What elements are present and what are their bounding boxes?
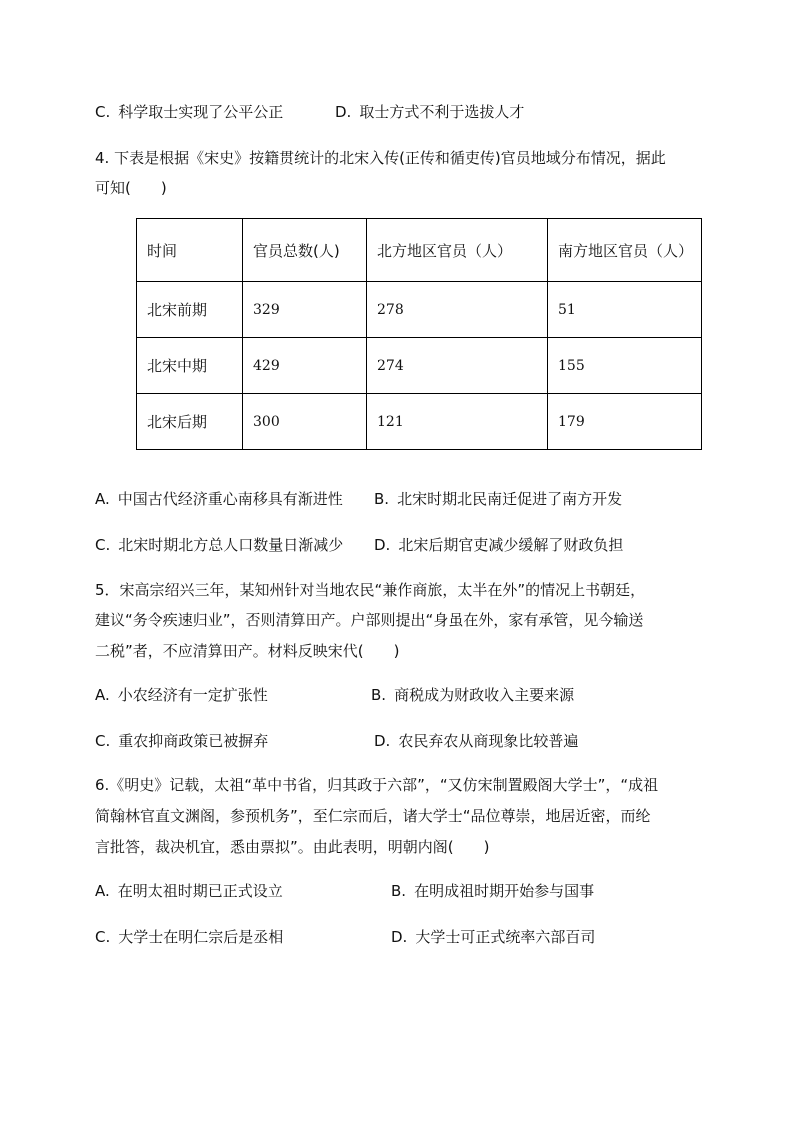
option-letter: D. bbox=[374, 732, 391, 750]
option-letter: A. bbox=[95, 686, 110, 704]
option-letter: A. bbox=[95, 882, 110, 900]
table-cell-total: 329 bbox=[243, 282, 367, 338]
table-cell-north: 278 bbox=[367, 282, 548, 338]
option-letter: C. bbox=[95, 732, 111, 750]
option-text: 北宋后期官吏减少缓解了财政负担 bbox=[398, 536, 624, 554]
q5-option-c bbox=[95, 730, 268, 751]
table-header-row bbox=[137, 219, 702, 282]
option-text: 北宋时期北民南迁促进了南方开发 bbox=[397, 490, 623, 508]
option-text: 中国古代经济重心南移具有渐进性 bbox=[117, 490, 343, 508]
option-letter: B. bbox=[391, 882, 407, 900]
table-row bbox=[137, 282, 702, 338]
table-row bbox=[137, 338, 702, 394]
table-row bbox=[137, 394, 702, 450]
q6-option-b bbox=[391, 880, 594, 901]
q6-stem-line-1: 6.《明史》记载，太祖“革中书省，归其政于六部”，“又仿宋制置殿阁大学士”，“成祖 bbox=[95, 776, 659, 794]
q5-stem-line-1: 5．宋高宗绍兴三年，某知州针对当地农民“兼作商旅，太半在外”的情况上书朝廷， bbox=[95, 581, 646, 599]
option-letter: D. bbox=[335, 103, 352, 121]
q6-option-c bbox=[95, 926, 283, 947]
q4-option-a bbox=[95, 488, 343, 509]
q5-option-a bbox=[95, 684, 268, 705]
option-letter: A. bbox=[95, 490, 110, 508]
option-text: 重农抑商政策已被摒弃 bbox=[118, 732, 269, 750]
option-text: 取士方式不利于选拔人才 bbox=[359, 103, 525, 121]
q3-option-d bbox=[335, 101, 524, 122]
option-letter: B. bbox=[374, 490, 390, 508]
q6-stem-line-3: 言批答，裁决机宜，悉由票拟”。由此表明，明朝内阁( ) bbox=[95, 838, 490, 856]
table-cell-south: 179 bbox=[548, 394, 702, 450]
option-text: 北宋时期北方总人口数量日渐减少 bbox=[118, 536, 344, 554]
q5-option-d bbox=[374, 730, 578, 751]
option-letter: C. bbox=[95, 928, 111, 946]
table-header-cell: 时间 bbox=[137, 219, 243, 282]
q6-stem-line-2: 简翰林官直文渊阁，参预机务”，至仁宗而后，诸大学士“品位尊崇，地居近密，而纶 bbox=[95, 807, 651, 825]
q4-option-d bbox=[374, 534, 623, 555]
q6-option-d bbox=[391, 926, 595, 947]
option-letter: C. bbox=[95, 103, 111, 121]
q5-option-b bbox=[371, 684, 574, 705]
option-letter: D. bbox=[374, 536, 391, 554]
option-text: 小农经济有一定扩张性 bbox=[117, 686, 268, 704]
table-cell-south: 51 bbox=[548, 282, 702, 338]
table-cell-period: 北宋后期 bbox=[137, 394, 243, 450]
option-letter: B. bbox=[371, 686, 387, 704]
table-header-cell: 北方地区官员（人） bbox=[367, 219, 548, 282]
option-text: 在明太祖时期已正式设立 bbox=[117, 882, 283, 900]
table-cell-south: 155 bbox=[548, 338, 702, 394]
table-header-cell: 官员总数(人) bbox=[243, 219, 367, 282]
q4-option-b bbox=[374, 488, 622, 509]
table-cell-total: 429 bbox=[243, 338, 367, 394]
q4-stem-line-2: 可知( ) bbox=[95, 179, 167, 197]
q5-stem-line-3: 二税”者，不应清算田产。材料反映宋代( ) bbox=[95, 642, 400, 660]
table-cell-north: 121 bbox=[367, 394, 548, 450]
q4-option-c bbox=[95, 534, 343, 555]
option-text: 科学取士实现了公平公正 bbox=[118, 103, 284, 121]
option-text: 大学士在明仁宗后是丞相 bbox=[118, 928, 284, 946]
q4-data-table bbox=[136, 218, 702, 450]
option-letter: D. bbox=[391, 928, 408, 946]
option-text: 在明成祖时期开始参与国事 bbox=[414, 882, 595, 900]
table-header-cell: 南方地区官员（人） bbox=[548, 219, 702, 282]
table-cell-period: 北宋中期 bbox=[137, 338, 243, 394]
q4-stem-line-1: 4. 下表是根据《宋史》按籍贯统计的北宋入传(正传和循吏传)官员地域分布情况，据此 bbox=[95, 149, 666, 167]
option-text: 商税成为财政收入主要来源 bbox=[394, 686, 575, 704]
q5-stem-line-2: 建议“务令疾速归业”，否则清算田产。户部则提出“身虽在外，家有承管，见今输送 bbox=[95, 611, 644, 629]
table-cell-period: 北宋前期 bbox=[137, 282, 243, 338]
option-text: 农民弃农从商现象比较普遍 bbox=[398, 732, 579, 750]
q3-option-c bbox=[95, 101, 283, 122]
q6-option-a bbox=[95, 880, 283, 901]
option-text: 大学士可正式统率六部百司 bbox=[415, 928, 596, 946]
option-letter: C. bbox=[95, 536, 111, 554]
table-cell-north: 274 bbox=[367, 338, 548, 394]
table-cell-total: 300 bbox=[243, 394, 367, 450]
